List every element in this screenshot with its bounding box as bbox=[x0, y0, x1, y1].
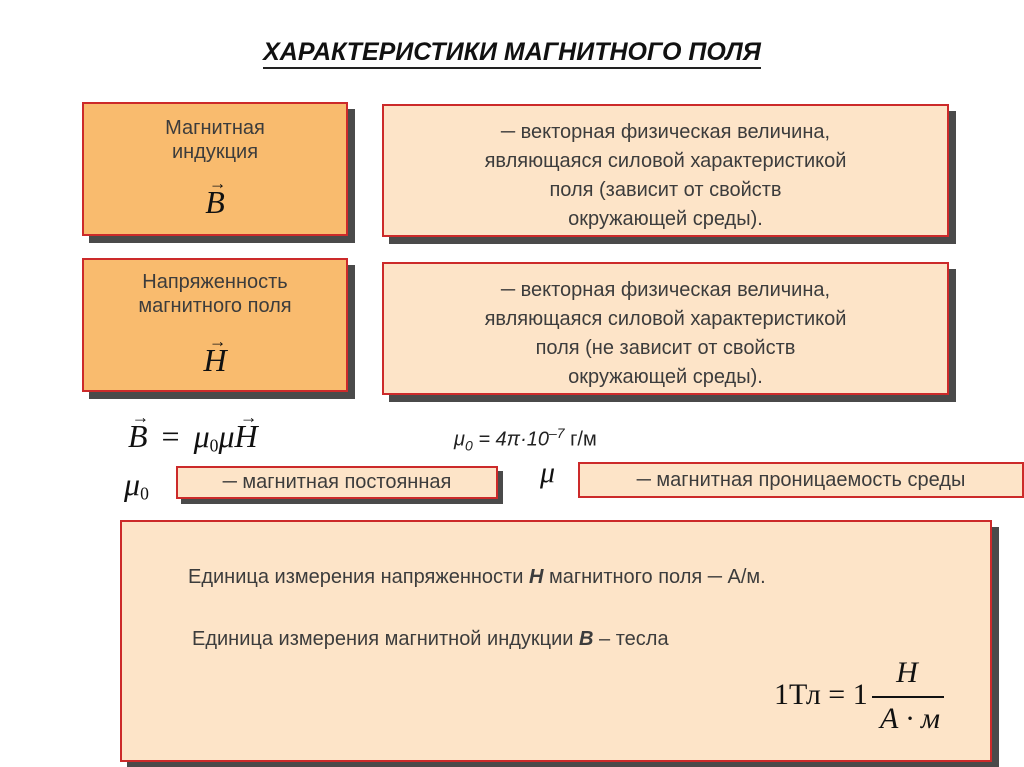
tesla-numerator: Н bbox=[896, 656, 918, 689]
mu0-label-box: ─ магнитная постоянная bbox=[176, 466, 498, 499]
definition-text: ─ векторная физическая величина, являющаяся силовой характеристикой поля (зависит от свойств окружающей среды). bbox=[484, 121, 847, 230]
mu0-value: $\mu_0 = 4\pi\cdot 10^{-7}$ г/м bbox=[454, 425, 597, 454]
definition-text: ─ векторная физическая величина, являющаяся силовой характеристикой поля (не зависит от свойств окружающей среды). bbox=[484, 279, 847, 388]
unit-line-b: Единица измерения магнитной индукции B – тесла bbox=[192, 628, 669, 650]
term-card-magnetic-induction bbox=[82, 102, 348, 236]
term-card-field-strength bbox=[82, 258, 348, 392]
symbol-h-vector: → H bbox=[84, 342, 346, 379]
units-box bbox=[120, 520, 992, 762]
definition-card-field-strength bbox=[382, 262, 949, 395]
term-label: Напряженность магнитного поля bbox=[138, 271, 292, 317]
symbol-b-vector: → B bbox=[84, 184, 346, 221]
mu-symbol: μ bbox=[540, 456, 556, 489]
mu0-symbol: $\mu_0$ bbox=[124, 466, 149, 504]
page-title: ХАРАКТЕРИСТИКИ МАГНИТНОГО ПОЛЯ bbox=[0, 38, 1024, 67]
term-label: Магнитная индукция bbox=[165, 117, 265, 163]
tesla-formula: 1Тл = 1 bbox=[774, 678, 868, 711]
mu-label-box: ─ магнитная проницаемость среды bbox=[578, 462, 1024, 498]
fraction-bar bbox=[872, 696, 944, 698]
definition-card-magnetic-induction bbox=[382, 104, 949, 237]
formula-b-equals-mu0-mu-h: → $B = \mu_0\mu\to H$ bbox=[128, 418, 258, 456]
unit-line-h: Единица измерения напряженности H магнитного поля ─ А/м. bbox=[188, 566, 766, 588]
tesla-denominator: А · м bbox=[880, 702, 940, 735]
